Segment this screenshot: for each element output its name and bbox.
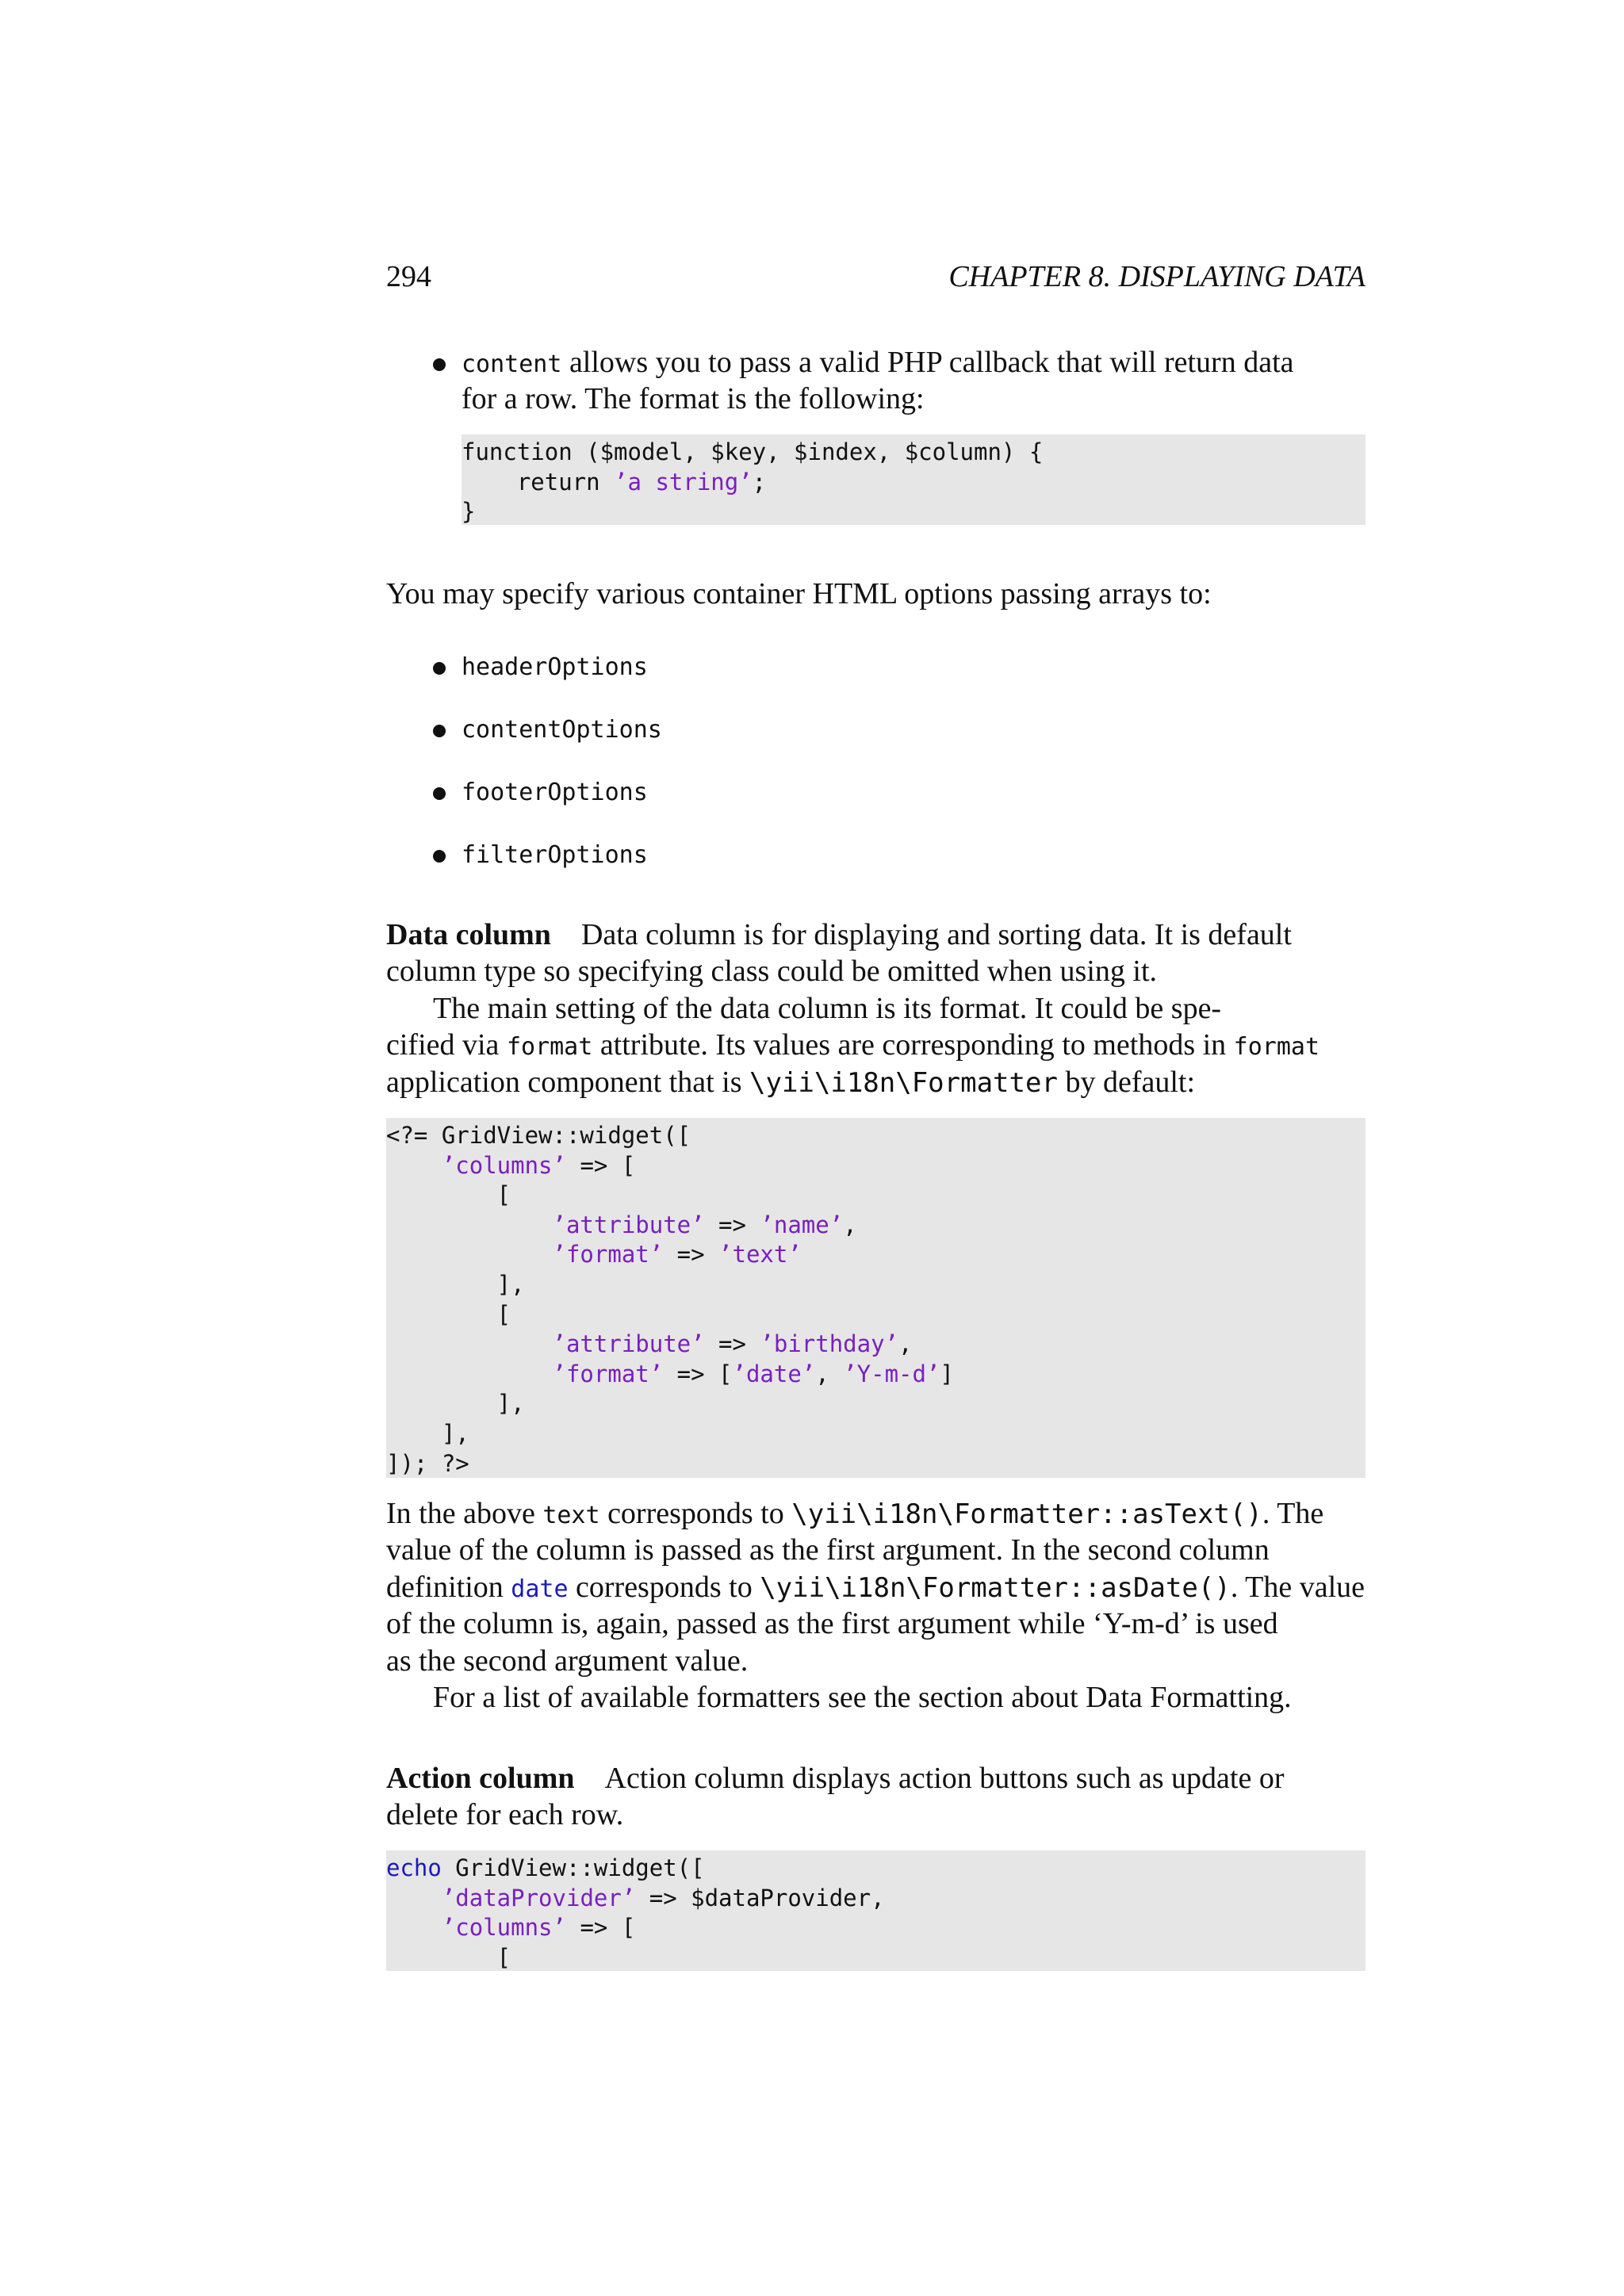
running-head: CHAPTER 8. DISPLAYING DATA [948,260,1365,293]
bullet-icon [433,662,446,675]
data-column-line3: The main setting of the data column is its format. It could be spe- [433,992,1222,1025]
explain-line4: of the column is, again, passed as the first argument while ‘Y-m-d’ is used [386,1607,1278,1640]
option-header: headerOptions [462,653,648,681]
bullet-icon [433,850,446,863]
explain-line6: For a list of available formatters see the section about Data Formatting. [433,1681,1292,1714]
data-column-line4: cified via format attribute. Its values are corresponding to methods in format [386,1028,1320,1062]
explain-line2: value of the column is passed as the first argument. In the second column [386,1533,1270,1567]
code-content: content [462,350,562,378]
data-column-heading: Data column [386,918,551,951]
page-number: 294 [386,260,431,293]
code-block-action-column: echo GridView::widget([ ’dataProvider’ => $dataProvider, ’columns’ => [ [ [386,1850,1365,1971]
code-block-callback: function ($model, $key, $index, $column) { return ’a string’; } [462,434,1365,525]
data-column-line5: application component that is \yii\i18n\Formatter by default: [386,1066,1196,1099]
option-content: contentOptions [462,716,662,744]
data-column-line1: Data column Data column is for displaying and sorting data. It is default [386,918,1292,951]
explain-line5: as the second argument value. [386,1644,749,1678]
content-bullet-line2: for a row. The format is the following: [462,382,925,415]
container-options-paragraph: You may specify various container HTML options passing arrays to: [386,577,1212,610]
bullet-icon [433,725,446,737]
option-footer: footerOptions [462,779,648,806]
action-column-heading: Action column [386,1762,575,1795]
bullet-icon [433,787,446,800]
content-bullet-line1: content allows you to pass a valid PHP callback that will return data [462,346,1294,379]
explain-line1: In the above text corresponds to \yii\i18n\Formatter::asText(). The [386,1497,1324,1530]
bullet-icon [433,358,446,371]
action-column-line2: delete for each row. [386,1798,624,1831]
action-column-line1: Action column Action column displays action buttons such as update or [386,1762,1285,1795]
explain-line3: definition date corresponds to \yii\i18n\Formatter::asDate(). The value [386,1571,1365,1604]
data-column-line2: column type so specifying class could be omitted when using it. [386,955,1158,988]
option-filter: filterOptions [462,841,648,869]
code-block-gridview-columns: <?= GridView::widget([ ’columns’ => [ [ ’attribute’ => ’name’, ’format’ => ’text’ ], [ ’attribute’ => ’birthday’, ’format’ => [’date’, ’Y-m-d’] ], ], ]); ?> [386,1118,1365,1478]
